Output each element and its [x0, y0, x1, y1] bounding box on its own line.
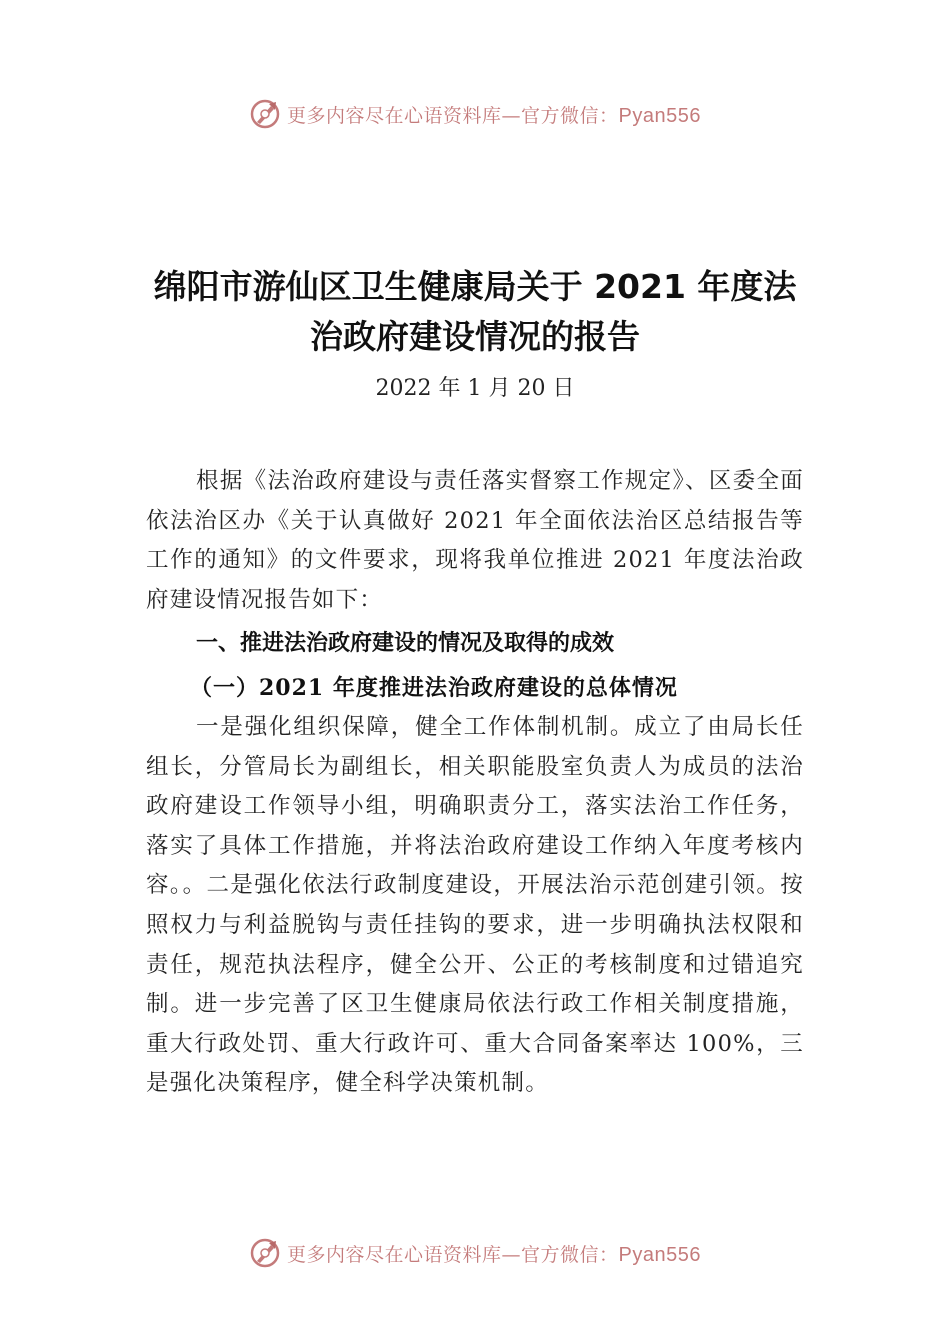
watermark-text: 更多内容尽在心语资料库—官方微信：Pyan556	[287, 1243, 701, 1266]
watermark-footer	[0, 1233, 950, 1273]
subsection-1-paragraph: 一是强化组织保障，健全工作体制机制。成立了由局长任组长，分管局长为副组长，相关职能股室负责人为成员的法治政府建设工作领导小组，明确职责分工，落实法治工作任务，落实了具体工作措施，并将法治政府建设工作纳入年度考核内容。。二是强化依法行政制度建设，开展法治示范创建引领。按照权力与利益脱钩与责任挂钩的要求，进一步明确执法权限和责任，规范执法程序，健全公开、公正的考核制度和过错追究制。进一步完善了区卫生健康局依法行政工作相关制度措施，重大行政处罚、重大行政许可、重大合同备案率达 100%，三是强化决策程序，健全科学决策机制。	[146, 714, 804, 1097]
section-heading-1: 一、推进法治政府建设的情况及取得的成效	[196, 631, 615, 656]
document-date: 2022 年 1 月 20 日	[375, 376, 575, 401]
watermark-text: 更多内容尽在心语资料库—官方微信：Pyan556	[287, 104, 701, 127]
watermark-wechat-id: Pyan556	[618, 1243, 701, 1266]
subsection-heading-1: （一）2021 年度推进法治政府建设的总体情况	[190, 675, 678, 701]
watermark-wechat-id: Pyan556	[618, 104, 701, 127]
intro-paragraph: 根据《法治政府建设与责任落实督察工作规定》、区委全面依法治区办《关于认真做好 2021 年全面依法治区总结报告等工作的通知》的文件要求，现将我单位推进 2021 年度法治政府建设情况报告如下：	[146, 468, 804, 613]
quill-logo-icon	[249, 1237, 281, 1269]
watermark-header	[0, 94, 950, 134]
document-title: 绵阳市游仙区卫生健康局关于 2021 年度法治政府建设情况的报告	[153, 267, 797, 356]
quill-logo-icon	[249, 98, 281, 130]
